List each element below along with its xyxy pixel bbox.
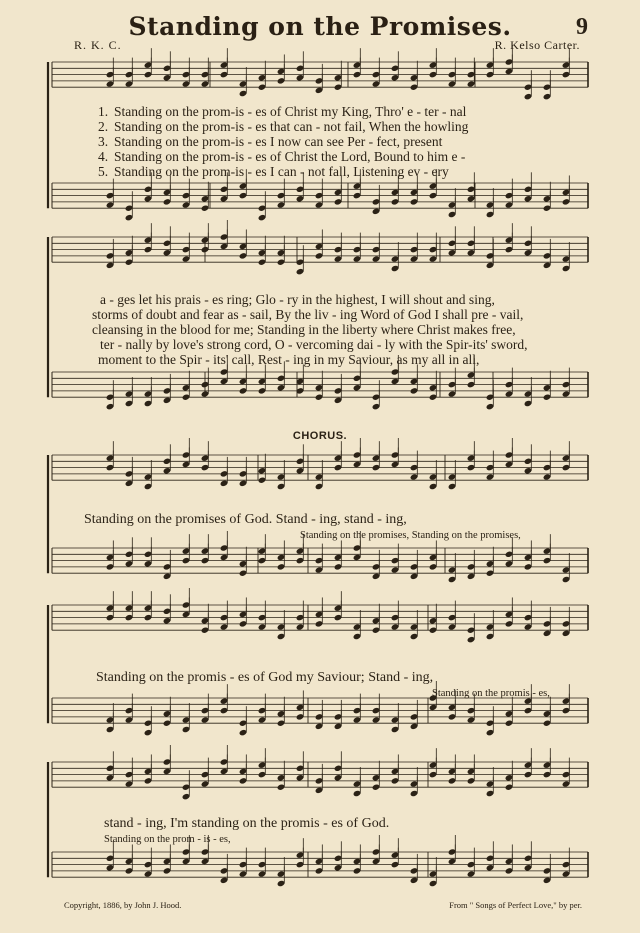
verse-line-5b: moment to the Spir - its' call, Rest - ing in my Saviour, as my all in all, xyxy=(98,352,480,367)
verse-text: Standing on the prom-is - es of Christ the Lord, Bound to him e - xyxy=(114,149,466,164)
chorus-line-2: Standing on the promis - es of God my Saviour; Stand - ing, xyxy=(96,670,434,685)
verse-line-1a xyxy=(98,104,466,120)
verse-text: Standing on the prom-is - es I can - not fall, Listening ev - ery xyxy=(114,164,449,179)
verse-number: 3. xyxy=(98,134,109,149)
chorus-line-3: stand - ing, I'm standing on the promis - es of God. xyxy=(104,816,390,831)
chorus-bass-line-1: Standing on the promises, Standing on the promises, xyxy=(300,530,521,541)
page-number: 9 xyxy=(576,14,588,40)
verse-number: 5. xyxy=(98,164,109,179)
verse-line-2b: storms of doubt and fear as - sail, By the liv - ing Word of God I shall pre - vail, xyxy=(92,307,524,322)
staff-lines xyxy=(48,62,588,877)
source-credit: From " Songs of Perfect Love," by per. xyxy=(449,900,582,910)
hymn-title: Standing on the Promises. xyxy=(128,12,512,41)
verse-number: 4. xyxy=(98,149,109,164)
verse-number: 2. xyxy=(98,119,109,134)
verse-line-4a xyxy=(98,149,465,165)
copyright-notice: Copyright, 1886, by John J. Hood. xyxy=(64,900,182,910)
chorus-line-1: Standing on the promises of God. Stand - ing, stand - ing, xyxy=(84,512,407,527)
verse-text: Standing on the prom-is - es I now can see Per - fect, present xyxy=(114,134,443,149)
verse-line-3b: cleansing in the blood for me; Standing in the liberty where Christ makes free, xyxy=(92,322,516,337)
verse-line-2a xyxy=(98,119,468,135)
chorus-label: CHORUS. xyxy=(292,430,348,442)
verse-line-5a xyxy=(98,164,449,180)
verse-text: Standing on the prom-is - es that can - not fail, When the howling xyxy=(114,119,469,134)
verse-text: Standing on the prom-is - es of Christ my King, Thro' e - ter - nal xyxy=(114,104,467,119)
verse-line-1b: a - ges let his prais - es ring; Glo - ry in the highest, I will shout and sing, xyxy=(100,292,495,307)
composer-credit: R. Kelso Carter. xyxy=(494,38,580,52)
chorus-bass-line-3: Standing on the prom - is - es, xyxy=(104,834,231,845)
chorus-bass-line-2: Standing on the promis - es, xyxy=(432,688,550,699)
verse-number: 1. xyxy=(98,104,109,119)
lyricist-credit: R. K. C. xyxy=(74,38,122,52)
verse-line-4b: ter - nally by love's strong cord, O - vercoming dai - ly with the Spir-its' sword, xyxy=(100,337,528,352)
verse-line-3a xyxy=(98,134,442,150)
